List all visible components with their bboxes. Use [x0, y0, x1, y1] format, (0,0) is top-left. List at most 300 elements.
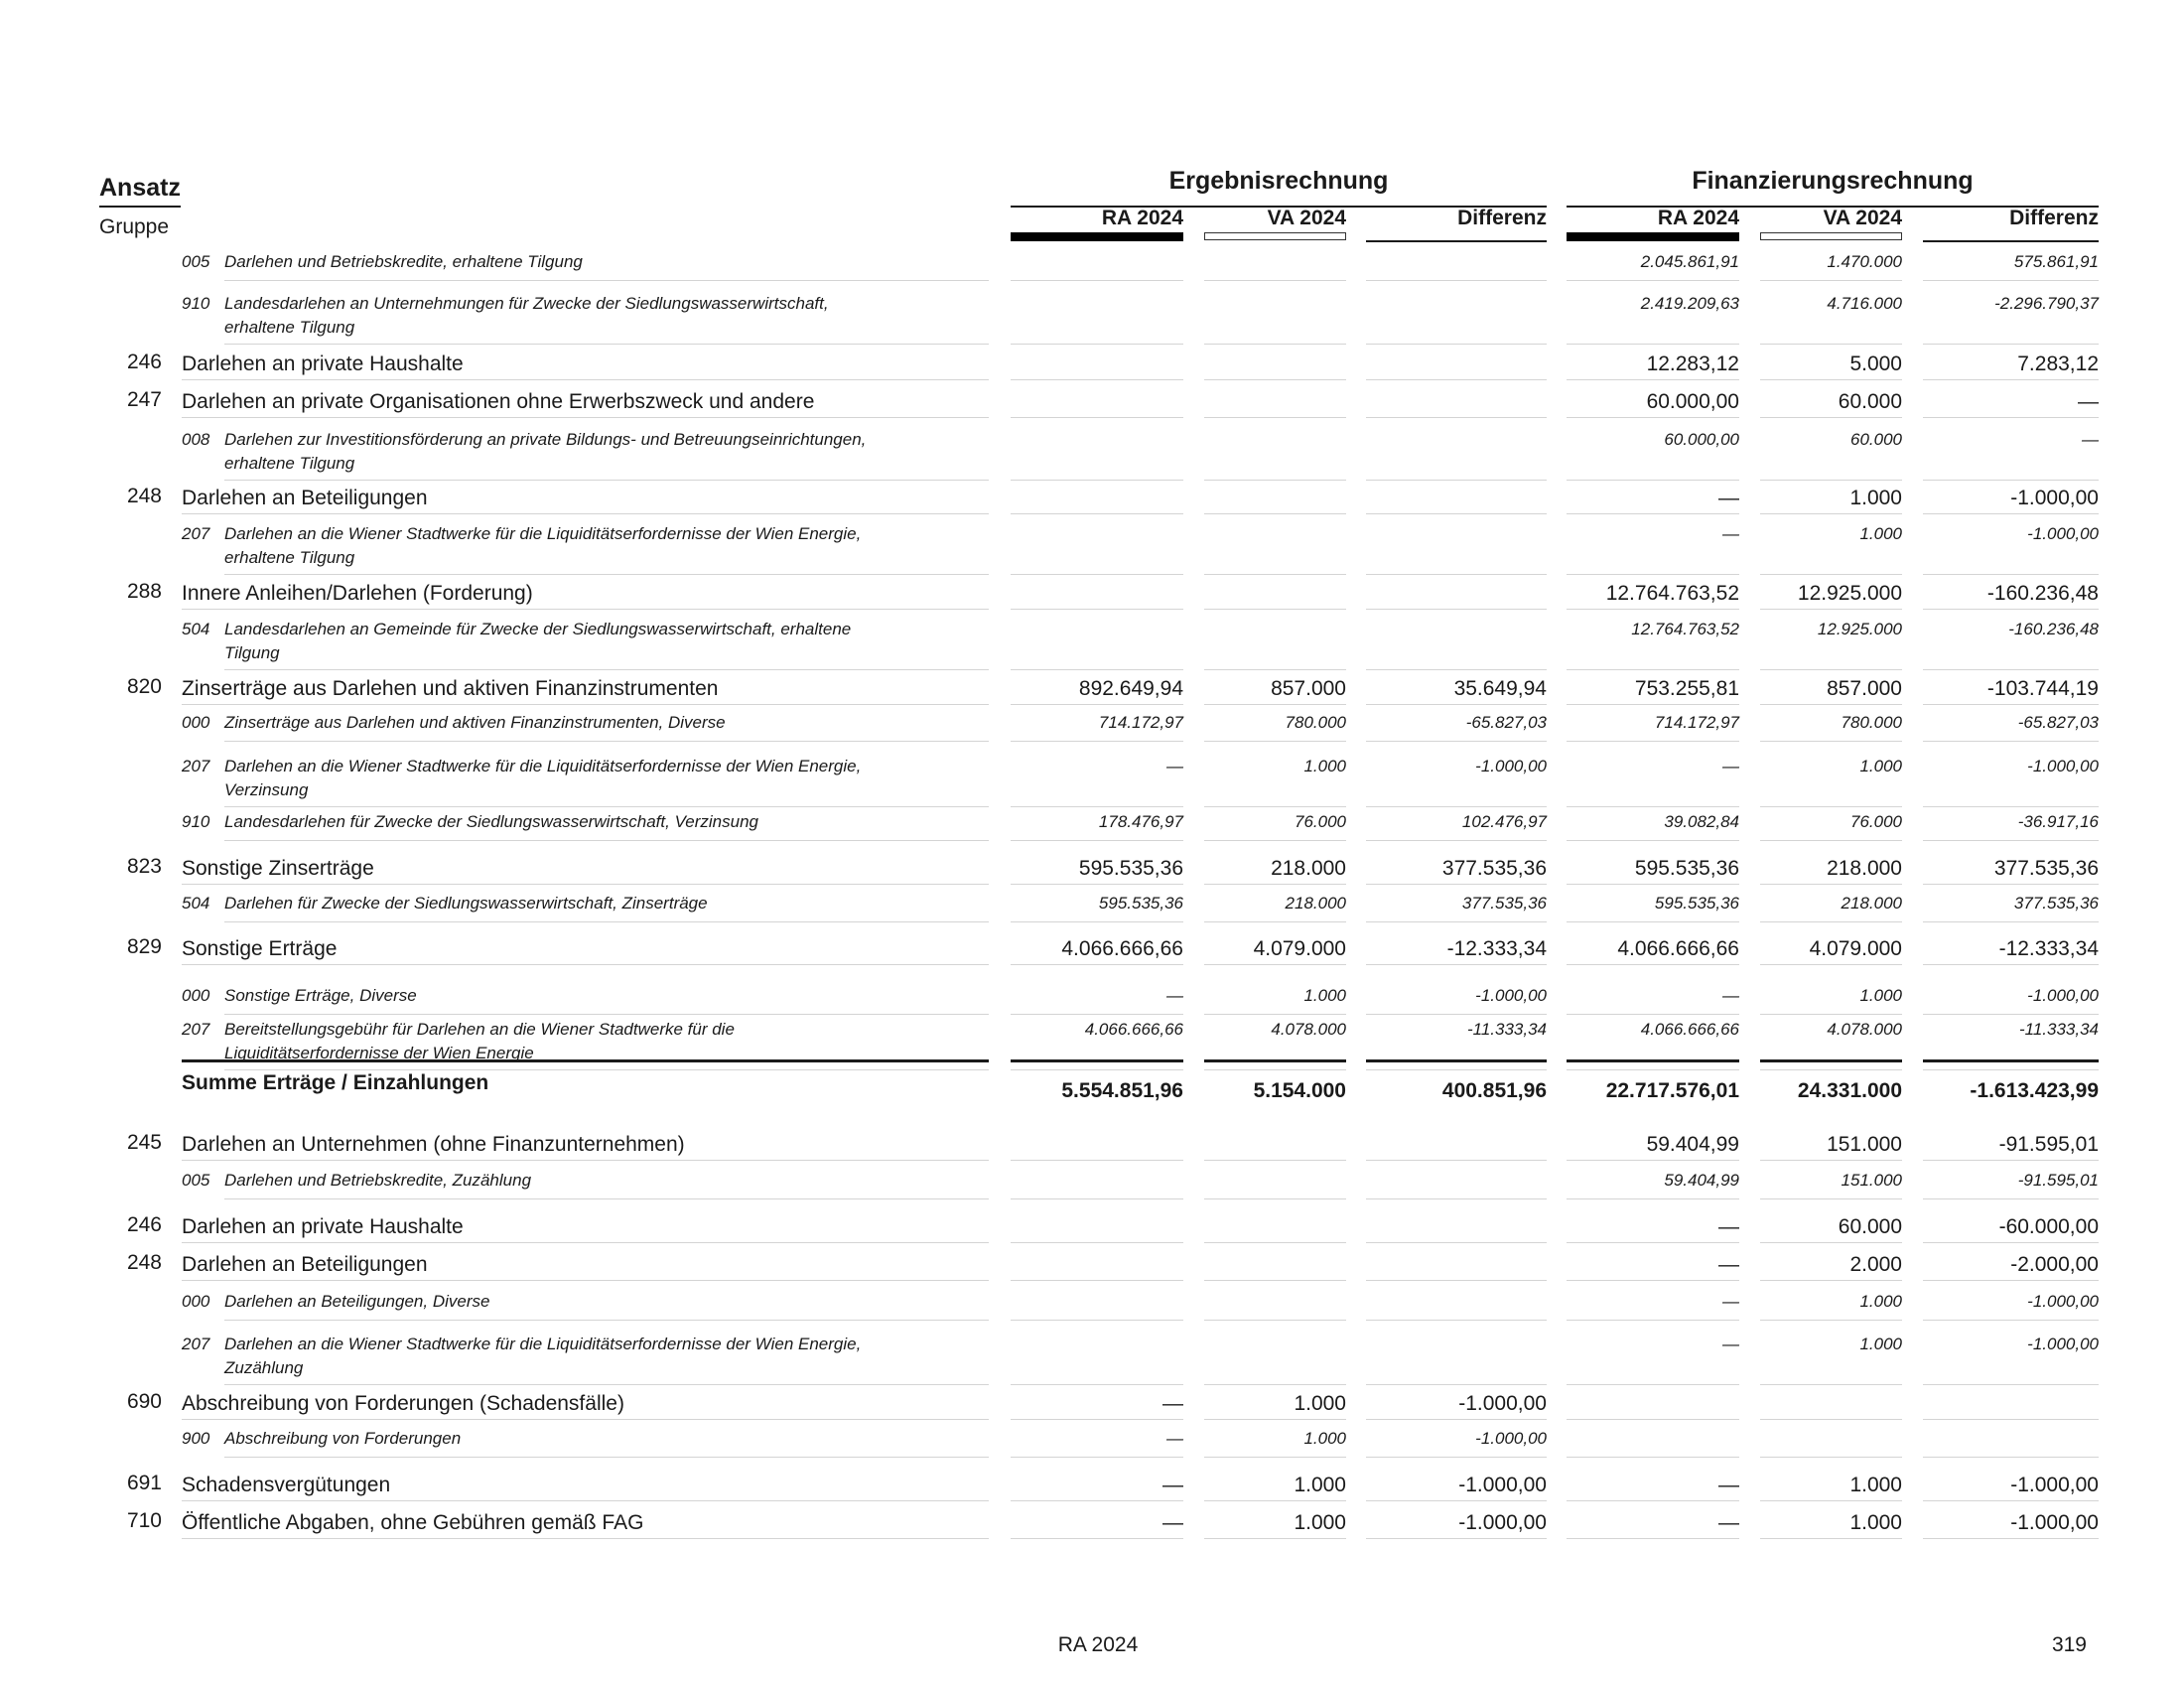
row-description: Darlehen an Beteiligungen, Diverse [224, 1292, 490, 1311]
row-separator [1567, 1069, 1739, 1070]
row-separator [1923, 513, 2099, 514]
row-separator [1366, 1160, 1547, 1161]
row-separator [182, 609, 989, 610]
row-code: 910 [182, 812, 210, 831]
value-cell: — [1718, 1474, 1739, 1496]
value-cell: 218.000 [1271, 857, 1346, 880]
row-separator [1366, 1242, 1547, 1243]
row-separator [1760, 964, 1902, 965]
row-separator [1011, 1320, 1183, 1321]
value-cell: 714.172,97 [1098, 713, 1183, 732]
row-separator [1366, 1457, 1547, 1458]
row-separator [1366, 741, 1547, 742]
row-separator [1923, 609, 2099, 610]
row-separator [1204, 1014, 1346, 1015]
row-separator [224, 280, 989, 281]
value-cell: — [1718, 1215, 1739, 1238]
value-cell: — [1718, 487, 1739, 509]
row-separator [1760, 884, 1902, 885]
value-cell: — [1722, 524, 1739, 543]
row-separator [1204, 480, 1346, 481]
value-cell: 1.470.000 [1827, 252, 1902, 271]
value-cell: 60.000,00 [1664, 430, 1739, 449]
ansatz-underline [99, 206, 181, 208]
row-separator [1366, 379, 1547, 380]
value-cell: -1.000,00 [1475, 757, 1547, 775]
row-description: erhaltene Tilgung [224, 318, 355, 337]
row-separator [1011, 669, 1183, 670]
row-code: 247 [126, 388, 162, 411]
row-separator [1923, 1160, 2099, 1161]
row-code: 246 [126, 351, 162, 373]
total-rule [1760, 1059, 1902, 1062]
gruppe-heading: Gruppe [99, 215, 170, 238]
value-cell: -91.595,01 [1998, 1133, 2099, 1156]
col-head-fr-ra: RA 2024 [1657, 207, 1739, 229]
row-separator [1011, 480, 1183, 481]
row-separator [1567, 884, 1739, 885]
row-separator [1366, 1538, 1547, 1539]
row-description: Abschreibung von Forderungen [224, 1429, 462, 1448]
row-separator [224, 840, 989, 841]
value-cell: -1.000,00 [2010, 487, 2099, 509]
value-cell: 7.283,12 [2017, 352, 2099, 375]
row-code: 005 [182, 252, 210, 271]
row-separator [224, 1014, 989, 1015]
value-cell: 595.535,36 [1634, 857, 1739, 880]
row-separator [1760, 480, 1902, 481]
row-separator [1011, 1500, 1183, 1501]
value-cell: 595.535,36 [1098, 894, 1183, 913]
value-cell: -2.296.790,37 [1994, 294, 2099, 313]
row-description: Darlehen und Betriebskredite, erhaltene Tilgung [224, 252, 583, 271]
value-cell: 4.066.666,66 [1640, 1020, 1739, 1039]
value-cell: 5.154.000 [1253, 1079, 1346, 1102]
row-separator [224, 344, 989, 345]
row-separator [1204, 1419, 1346, 1420]
row-code: 000 [182, 1292, 210, 1311]
row-description: Landesdarlehen an Gemeinde für Zwecke der Siedlungswasserwirtschaft, erhaltene [224, 620, 852, 638]
value-cell: 595.535,36 [1654, 894, 1739, 913]
value-cell: -1.613.423,99 [1970, 1079, 2099, 1102]
row-separator [1204, 1538, 1346, 1539]
row-separator [1366, 921, 1547, 922]
row-separator [1011, 1457, 1183, 1458]
value-cell: 1.000 [1859, 1292, 1902, 1311]
row-separator [1204, 1320, 1346, 1321]
value-cell: -11.333,34 [1466, 1020, 1547, 1039]
row-separator [1923, 840, 2099, 841]
row-separator [1760, 704, 1902, 705]
col-head-er-ra: RA 2024 [1101, 207, 1183, 229]
row-separator [1760, 921, 1902, 922]
total-rule [1567, 1059, 1739, 1062]
value-cell: 35.649,94 [1453, 677, 1547, 700]
row-separator [182, 1538, 989, 1539]
row-separator [1760, 1014, 1902, 1015]
row-separator [1760, 344, 1902, 345]
row-description: Darlehen an die Wiener Stadtwerke für die Liquiditätserfordernisse der Wien Energie, [224, 524, 862, 543]
row-separator [224, 921, 989, 922]
value-cell: — [1162, 1511, 1183, 1534]
row-code: 207 [182, 1020, 210, 1039]
row-separator [1567, 840, 1739, 841]
value-cell: -11.333,34 [2018, 1020, 2099, 1039]
row-separator [1923, 1198, 2099, 1199]
row-separator [1567, 1198, 1739, 1199]
row-separator [1567, 806, 1739, 807]
row-separator [1567, 1538, 1739, 1539]
row-separator [1204, 513, 1346, 514]
value-cell: -1.000,00 [2010, 1511, 2099, 1534]
row-separator [1366, 840, 1547, 841]
page-number: 319 [2051, 1633, 2087, 1656]
row-separator [1204, 280, 1346, 281]
total-rule [182, 1059, 989, 1062]
row-separator [1011, 344, 1183, 345]
row-separator [1760, 1457, 1902, 1458]
row-separator [1366, 1198, 1547, 1199]
row-code: 248 [126, 1251, 162, 1274]
row-separator [182, 1280, 989, 1281]
row-separator [1567, 1419, 1739, 1420]
value-cell: -91.595,01 [2017, 1171, 2099, 1190]
row-separator [182, 884, 989, 885]
row-separator [1204, 884, 1346, 885]
value-cell: — [1722, 986, 1739, 1005]
row-code: 207 [182, 524, 210, 543]
row-code: 820 [126, 675, 162, 698]
value-cell: 12.283,12 [1646, 352, 1739, 375]
row-code: 000 [182, 713, 210, 732]
row-separator [1011, 1280, 1183, 1281]
row-description: Darlehen an Beteiligungen [182, 487, 428, 509]
row-separator [1366, 1280, 1547, 1281]
value-cell: 5.000 [1849, 352, 1902, 375]
row-separator [1204, 574, 1346, 575]
row-separator [182, 704, 989, 705]
value-cell: -160.236,48 [1986, 582, 2099, 605]
row-separator [1011, 884, 1183, 885]
row-separator [1567, 280, 1739, 281]
row-separator [1204, 1457, 1346, 1458]
value-cell: -1.000,00 [2027, 1292, 2099, 1311]
row-separator [1567, 344, 1739, 345]
value-cell: 12.925.000 [1817, 620, 1902, 638]
value-cell: 151.000 [1841, 1171, 1902, 1190]
row-separator [1204, 417, 1346, 418]
row-description: Verzinsung [224, 780, 309, 799]
value-cell: 60.000,00 [1646, 390, 1739, 413]
row-separator [1011, 1014, 1183, 1015]
value-cell: 400.851,96 [1441, 1079, 1547, 1102]
row-separator [1567, 1014, 1739, 1015]
value-cell: 1.000 [1303, 1429, 1346, 1448]
row-separator [1923, 480, 2099, 481]
row-separator [1923, 1242, 2099, 1243]
row-code: 005 [182, 1171, 210, 1190]
value-cell: 1.000 [1859, 757, 1902, 775]
row-separator [224, 806, 989, 807]
row-separator [1204, 1280, 1346, 1281]
row-separator [1366, 1419, 1547, 1420]
row-separator [1923, 1457, 2099, 1458]
row-separator [1011, 574, 1183, 575]
value-cell: 780.000 [1285, 713, 1346, 732]
row-separator [1366, 704, 1547, 705]
total-rule [1923, 1059, 2099, 1062]
value-cell: — [2082, 430, 2099, 449]
section-title-ergebnisrechnung: Ergebnisrechnung [1168, 167, 1389, 195]
value-cell: 1.000 [1294, 1474, 1346, 1496]
row-separator [1760, 1198, 1902, 1199]
row-separator [1011, 1242, 1183, 1243]
row-separator [1760, 741, 1902, 742]
row-separator [1011, 1069, 1183, 1070]
row-separator [1204, 1160, 1346, 1161]
value-cell: 60.000 [1838, 390, 1902, 413]
row-separator [1204, 840, 1346, 841]
value-cell: 4.066.666,66 [1061, 937, 1183, 960]
total-rule [1011, 1059, 1183, 1062]
value-cell: 178.476,97 [1098, 812, 1183, 831]
row-separator [1366, 964, 1547, 965]
row-separator [1760, 513, 1902, 514]
row-separator [1760, 379, 1902, 380]
row-separator [1366, 417, 1547, 418]
value-cell: 218.000 [1841, 894, 1902, 913]
row-separator [1760, 1160, 1902, 1161]
value-cell: 218.000 [1285, 894, 1346, 913]
value-cell: 4.066.666,66 [1617, 937, 1739, 960]
value-cell: — [1718, 1253, 1739, 1276]
row-separator [1204, 669, 1346, 670]
col-marker-fr-ra [1567, 232, 1739, 241]
row-separator [1760, 1500, 1902, 1501]
value-cell: — [1166, 757, 1183, 775]
value-cell: -1.000,00 [1475, 986, 1547, 1005]
row-separator [1923, 344, 2099, 345]
row-separator [1923, 1419, 2099, 1420]
row-separator [1366, 1069, 1547, 1070]
row-separator [1366, 669, 1547, 670]
row-separator [182, 513, 989, 514]
value-cell: 780.000 [1841, 713, 1902, 732]
row-separator [1760, 1419, 1902, 1420]
section-title-finanzierungsrechnung: Finanzierungsrechnung [1692, 167, 1974, 195]
value-cell: 377.535,36 [1461, 894, 1547, 913]
row-separator [224, 574, 989, 575]
row-separator [1366, 280, 1547, 281]
row-separator [1923, 1500, 2099, 1501]
row-separator [1567, 1500, 1739, 1501]
row-separator [224, 669, 989, 670]
row-separator [1567, 669, 1739, 670]
row-code: 288 [126, 580, 162, 603]
value-cell: -1.000,00 [2010, 1474, 2099, 1496]
value-cell: 59.404,99 [1664, 1171, 1739, 1190]
row-description: Summe Erträge / Einzahlungen [182, 1071, 489, 1094]
row-separator [224, 1320, 989, 1321]
row-separator [1923, 1280, 2099, 1281]
value-cell: — [1162, 1474, 1183, 1496]
row-description: Liquiditätserfordernisse der Wien Energie [224, 1044, 534, 1062]
row-separator [1923, 417, 2099, 418]
row-description: Darlehen an die Wiener Stadtwerke für die Liquiditätserfordernisse der Wien Energie, [224, 1335, 862, 1353]
value-cell: -65.827,03 [2017, 713, 2099, 732]
row-separator [1760, 609, 1902, 610]
row-separator [1760, 574, 1902, 575]
value-cell: -1.000,00 [1475, 1429, 1547, 1448]
value-cell: -1.000,00 [2027, 986, 2099, 1005]
row-code: 829 [126, 935, 162, 958]
row-separator [1366, 609, 1547, 610]
row-separator [1011, 379, 1183, 380]
row-separator [224, 741, 989, 742]
row-description: Zuzählung [224, 1358, 304, 1377]
row-description: Darlehen an private Organisationen ohne Erwerbszweck und andere [182, 390, 815, 413]
row-separator [1760, 669, 1902, 670]
row-separator [1011, 704, 1183, 705]
value-cell: 218.000 [1827, 857, 1902, 880]
footer-title: RA 2024 [1057, 1633, 1139, 1656]
row-description: Sonstige Erträge [182, 937, 338, 960]
value-cell: -1.000,00 [1458, 1392, 1547, 1415]
col-marker-er-diff [1366, 240, 1547, 242]
row-separator [1567, 1280, 1739, 1281]
value-cell: 1.000 [1303, 986, 1346, 1005]
row-code: 246 [126, 1213, 162, 1236]
row-separator [1923, 921, 2099, 922]
row-description: Öffentliche Abgaben, ohne Gebühren gemäß FAG [182, 1511, 644, 1534]
value-cell: 1.000 [1303, 757, 1346, 775]
value-cell: 102.476,97 [1461, 812, 1547, 831]
value-cell: 39.082,84 [1664, 812, 1739, 831]
value-cell: 595.535,36 [1078, 857, 1183, 880]
value-cell: 4.066.666,66 [1084, 1020, 1183, 1039]
row-description: Darlehen an private Haushalte [182, 352, 464, 375]
value-cell: 1.000 [1294, 1392, 1346, 1415]
row-separator [1011, 806, 1183, 807]
total-rule [1204, 1059, 1346, 1062]
row-separator [224, 1198, 989, 1199]
value-cell: 4.079.000 [1253, 937, 1346, 960]
row-separator [1366, 1014, 1547, 1015]
row-description: Sonstige Zinserträge [182, 857, 374, 880]
row-separator [1204, 379, 1346, 380]
value-cell: 1.000 [1294, 1511, 1346, 1534]
row-separator [1567, 480, 1739, 481]
row-separator [1366, 1384, 1547, 1385]
row-separator [1011, 921, 1183, 922]
row-separator [182, 1160, 989, 1161]
row-separator [1923, 574, 2099, 575]
value-cell: 59.404,99 [1646, 1133, 1739, 1156]
row-separator [1760, 806, 1902, 807]
row-description: Darlehen an Beteiligungen [182, 1253, 428, 1276]
value-cell: 4.079.000 [1809, 937, 1902, 960]
row-description: Bereitstellungsgebühr für Darlehen an die Wiener Stadtwerke für die [224, 1020, 735, 1039]
row-separator [1923, 806, 2099, 807]
col-head-er-va: VA 2024 [1267, 207, 1346, 229]
row-separator [1204, 1242, 1346, 1243]
col-marker-fr-diff [1923, 240, 2099, 242]
row-separator [1204, 1500, 1346, 1501]
row-separator [1923, 704, 2099, 705]
row-separator [1011, 1538, 1183, 1539]
value-cell: 575.861,91 [2013, 252, 2099, 271]
row-separator [1760, 840, 1902, 841]
row-separator [1760, 1242, 1902, 1243]
value-cell: 892.649,94 [1078, 677, 1183, 700]
value-cell: — [1166, 986, 1183, 1005]
row-description: Darlehen an private Haushalte [182, 1215, 464, 1238]
value-cell: 1.000 [1859, 1335, 1902, 1353]
value-cell: 4.078.000 [1827, 1020, 1902, 1039]
row-separator [1366, 513, 1547, 514]
value-cell: 1.000 [1849, 1511, 1902, 1534]
row-description: Abschreibung von Forderungen (Schadensfälle) [182, 1392, 624, 1415]
row-separator [1567, 964, 1739, 965]
row-separator [1760, 1320, 1902, 1321]
row-description: Innere Anleihen/Darlehen (Forderung) [182, 582, 533, 605]
row-separator [1567, 1320, 1739, 1321]
row-separator [1011, 1160, 1183, 1161]
value-cell: 1.000 [1859, 524, 1902, 543]
row-description: Zinserträge aus Darlehen und aktiven Finanzinstrumenten, Diverse [224, 713, 726, 732]
row-separator [1923, 1384, 2099, 1385]
row-separator [1011, 417, 1183, 418]
ansatz-heading: Ansatz [99, 174, 181, 202]
value-cell: — [1166, 1429, 1183, 1448]
value-cell: 714.172,97 [1654, 713, 1739, 732]
row-description: Zinserträge aus Darlehen und aktiven Finanzinstrumenten [182, 677, 719, 700]
value-cell: — [1162, 1392, 1183, 1415]
row-code: 000 [182, 986, 210, 1005]
row-separator [1923, 280, 2099, 281]
row-separator [182, 1500, 989, 1501]
row-description: Darlehen für Zwecke der Siedlungswasserwirtschaft, Zinserträge [224, 894, 708, 913]
row-separator [1366, 1500, 1547, 1501]
col-marker-fr-va [1760, 232, 1902, 240]
row-code: 823 [126, 855, 162, 878]
row-separator [1567, 609, 1739, 610]
row-separator [1760, 1384, 1902, 1385]
value-cell: -65.827,03 [1465, 713, 1547, 732]
value-cell: 377.535,36 [1993, 857, 2099, 880]
row-code: 710 [126, 1509, 162, 1532]
value-cell: — [1722, 757, 1739, 775]
value-cell: 2.000 [1849, 1253, 1902, 1276]
value-cell: -60.000,00 [1998, 1215, 2099, 1238]
row-separator [1567, 1242, 1739, 1243]
row-separator [1923, 669, 2099, 670]
value-cell: 857.000 [1827, 677, 1902, 700]
value-cell: 4.078.000 [1271, 1020, 1346, 1039]
value-cell: — [2078, 390, 2099, 413]
col-head-fr-diff: Differenz [2009, 207, 2099, 229]
row-separator [1011, 280, 1183, 281]
row-separator [1204, 741, 1346, 742]
row-separator [1204, 1069, 1346, 1070]
col-head-er-diff: Differenz [1457, 207, 1547, 229]
value-cell: 5.554.851,96 [1061, 1079, 1183, 1102]
row-separator [1760, 280, 1902, 281]
row-separator [1011, 741, 1183, 742]
row-separator [1567, 741, 1739, 742]
row-separator [224, 1457, 989, 1458]
row-code: 910 [182, 294, 210, 313]
